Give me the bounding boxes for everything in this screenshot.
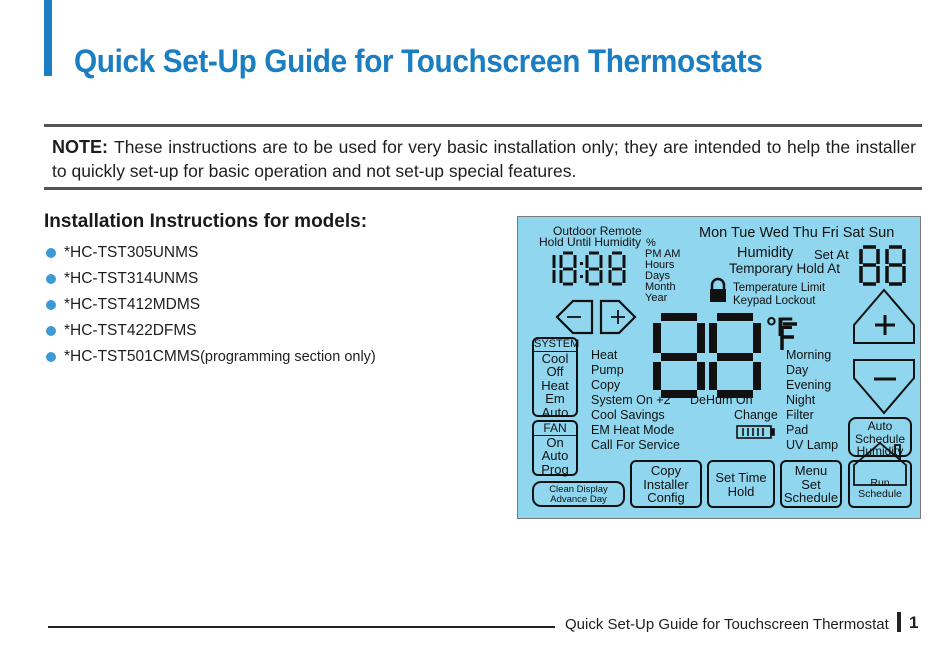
clean-display-button[interactable] [532,481,625,507]
footer-rule [48,626,555,628]
status-copy: Copy [591,378,621,392]
footer-separator [897,612,901,632]
system-mode-cool: Cool [541,350,569,366]
model-name: *HC-TST501CMMS [64,348,201,365]
bullet-icon [46,352,56,362]
hours-label: Hours [645,259,675,271]
run-schedule-label: Schedule [858,488,902,501]
clock-digits-icon [554,253,624,284]
temp-down-icon [854,360,914,413]
period-day: Day [786,363,809,377]
days-of-week: Mon Tue Wed Thu Fri Sat Sun [699,225,895,241]
bullet-icon [46,300,56,310]
footer-title: Quick Set-Up Guide for Touchscreen Thermostat [565,616,889,633]
temp-up-icon [854,290,914,343]
outdoor-remote-label: Outdoor Remote [553,224,642,238]
auto-humidity-label: Humidity [856,444,904,459]
year-label: Year [645,292,668,304]
status-call-for-service: Call For Service [591,438,680,452]
installation-heading: Installation Instructions for models: [44,211,368,232]
hold-until-humidity-label: Hold Until Humidity [539,235,642,249]
list-item [44,344,376,370]
colon-icon [580,262,583,278]
period-evening: Evening [786,378,832,392]
schedule-label: Schedule [783,490,839,506]
clean-display-label: Clean Display [549,484,608,495]
list-item [44,240,376,266]
temperature-digits-icon [657,317,757,394]
system-mode-auto: Auto [541,405,569,421]
percent-sign: % [646,237,656,249]
period-night: Night [786,393,816,407]
page-title: Quick Set-Up Guide for Touchscreen Thermostats [74,43,763,79]
degree-unit: °F [766,312,794,342]
set-time-hold-button[interactable] [707,460,775,508]
lock-icon [710,279,726,302]
temperature-limit-label: Temperature Limit [733,282,826,294]
list-item [44,318,376,344]
set-label: Set [801,476,821,492]
model-name: *HC-TST314UNMS [64,270,199,287]
fan-mode-button[interactable] [532,420,578,476]
pad-label: Pad [786,423,809,437]
fan-label: FAN [534,422,576,436]
auto-schedule-humidity-button[interactable] [848,417,912,457]
model-name: *HC-TST422DFMS [64,322,197,339]
model-list [44,240,376,370]
dehum-on-label: DeHum On [690,393,753,407]
thermostat-display [517,216,921,519]
bullet-icon [46,326,56,336]
copy-label: Copy [650,463,682,478]
page-number: 1 [909,613,919,632]
model-name: *HC-TST412MDMS [64,296,201,313]
status-cool-savings: Cool Savings [591,408,665,422]
hold-label: Hold [727,483,755,499]
fan-mode-prog: Prog [541,461,569,477]
uv-lamp-label: UV Lamp [786,438,839,452]
set-time-label: Set Time [715,470,767,485]
status-pump: Pump [591,363,624,377]
title-accent-bar [44,0,52,76]
set-at-label: Set At [814,247,849,262]
bullet-icon [46,274,56,284]
humidity-label: Humidity [737,245,794,261]
period-morning: Morning [786,348,832,362]
pm-am-label: PM AM [645,248,681,260]
system-label: SYSTEM [534,338,580,350]
status-heat: Heat [591,348,618,362]
system-mode-button[interactable] [532,337,580,421]
note-box [44,124,922,190]
auto-schedule-label: Schedule [854,431,906,446]
system-mode-em: Em [545,391,565,407]
battery-icon [737,426,774,438]
status-system-on: System On +2 [591,393,671,407]
auto-label: Auto [867,419,893,433]
run-schedule-button[interactable] [848,460,912,508]
status-em-heat-mode: EM Heat Mode [591,423,675,437]
advance-day-label: Advance Day [550,493,607,505]
note-label: NOTE: [52,137,108,157]
installer-label: Installer [643,476,689,492]
list-item [44,292,376,318]
days-label: Days [645,270,671,282]
setpoint-digits-icon [861,247,904,284]
fan-mode-auto: Auto [541,448,569,464]
system-mode-heat: Heat [541,377,569,393]
change-label: Change [734,408,778,422]
bullet-icon [46,248,56,258]
model-note: (programming section only) [200,349,376,365]
menu-label: Menu [794,463,828,478]
system-mode-off: Off [546,364,564,380]
fan-mode-on: On [546,434,564,450]
run-label: Run [870,477,890,489]
menu-set-schedule-button[interactable] [780,460,842,508]
model-name: *HC-TST305UNMS [64,244,199,261]
month-label: Month [645,281,676,293]
keypad-lockout-label: Keypad Lockout [733,295,816,307]
copy-installer-config-button[interactable] [630,460,702,508]
temporary-hold-label: Temporary Hold At [729,261,841,276]
list-item [44,266,376,292]
filter-label: Filter [786,408,814,422]
config-label: Config [647,490,685,506]
note-text: These instructions are to be used for very basic installation only; they are intended to help the installer to quickly set-up for basic operation and not set-up special features. [52,137,916,181]
